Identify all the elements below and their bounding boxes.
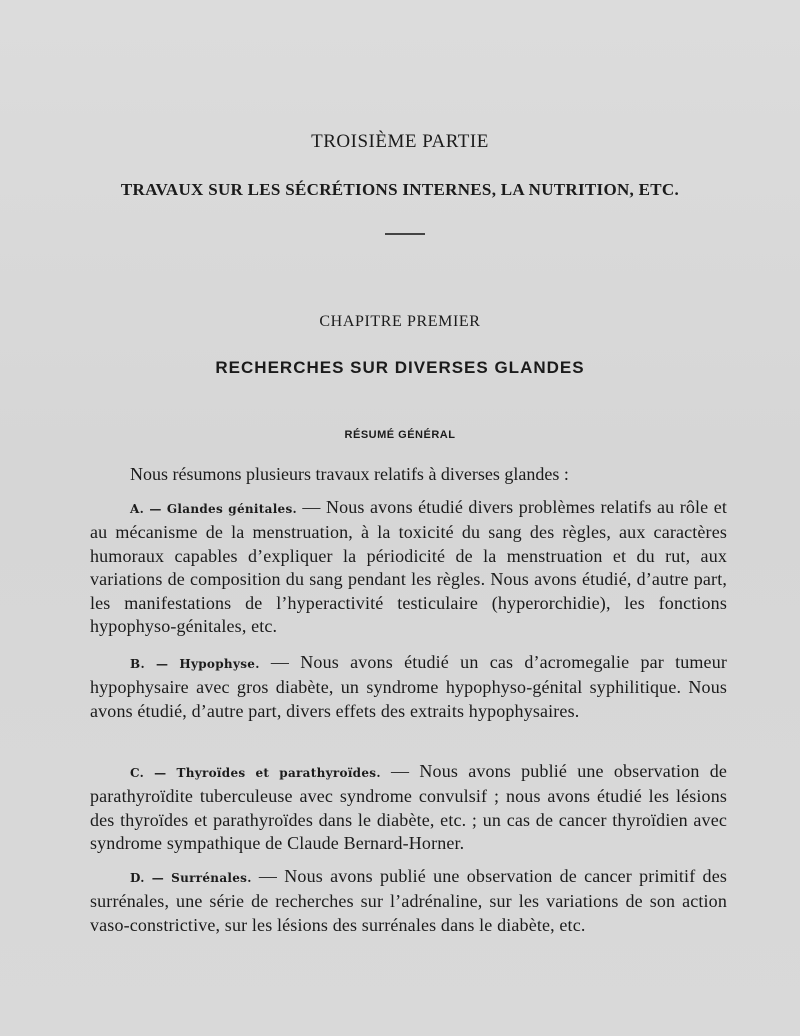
section-d-paragraph bbox=[90, 865, 727, 937]
section-a-paragraph bbox=[90, 496, 727, 638]
section-a-heading: A. — Glandes génitales. bbox=[130, 502, 298, 516]
section-b-text: — Nous avons étudié un cas d’acromegalie par tumeur hypophysaire avec gros diabète, un syndrome hypophyso-génital syphilitique. Nous avons étudié, d’autre part, divers effets des extraits hypophysaires. bbox=[90, 652, 727, 721]
section-c-paragraph bbox=[90, 760, 727, 856]
part-heading: TROISIÈME PARTIE bbox=[311, 131, 489, 152]
section-b-paragraph bbox=[90, 651, 727, 723]
chapter-label: CHAPITRE PREMIER bbox=[319, 313, 481, 330]
section-a-text: — Nous avons étudié divers problèmes relatifs au rôle et au mécanisme de la menstruation, à la toxicité du sang des règles, aux caractères humoraux capables d’expliquer la périodicité de la menstruation et du rut, aux variations de composition du sang pendant les règles. Nous avons étudié, d’autre part, les manifestations de l’hyperactivité testiculaire (hyperorchidie), les fonctions hypophyso-génitales, etc. bbox=[90, 497, 728, 637]
chapter-title: RECHERCHES SUR DIVERSES GLANDES bbox=[215, 358, 585, 377]
part-title: TRAVAUX SUR LES SÉCRÉTIONS INTERNES, LA NUTRITION, ETC. bbox=[120, 180, 680, 199]
section-c-text: — Nous avons publié une observation de parathyroïdite tuberculeuse avec syndrome convulsif ; nous avons étudié les lésions des thyroïdes et parathyroïdes dans le diabète, etc. ; un cas de cancer thyroïdien avec syndrome sympathique de Claude Bernard-Horner. bbox=[90, 761, 727, 854]
section-d-text: — Nous avons publié une observation de cancer primitif des surrénales, une série de recherches sur l’adrénaline, sur les variations de son action vaso-constrictive, sur les lésions des surrénales dans le diabète, etc. bbox=[90, 866, 727, 935]
section-b-heading: B. — Hypophyse. bbox=[130, 657, 260, 671]
intro-paragraph: Nous résumons plusieurs travaux relatifs à diverses glandes : bbox=[130, 464, 569, 484]
section-d-heading: D. — Surrénales. bbox=[130, 871, 252, 885]
summary-heading: RÉSUMÉ GÉNÉRAL bbox=[344, 429, 456, 441]
section-c-heading: C. — Thyroïdes et parathyroïdes. bbox=[130, 766, 381, 780]
section-divider bbox=[385, 233, 425, 235]
